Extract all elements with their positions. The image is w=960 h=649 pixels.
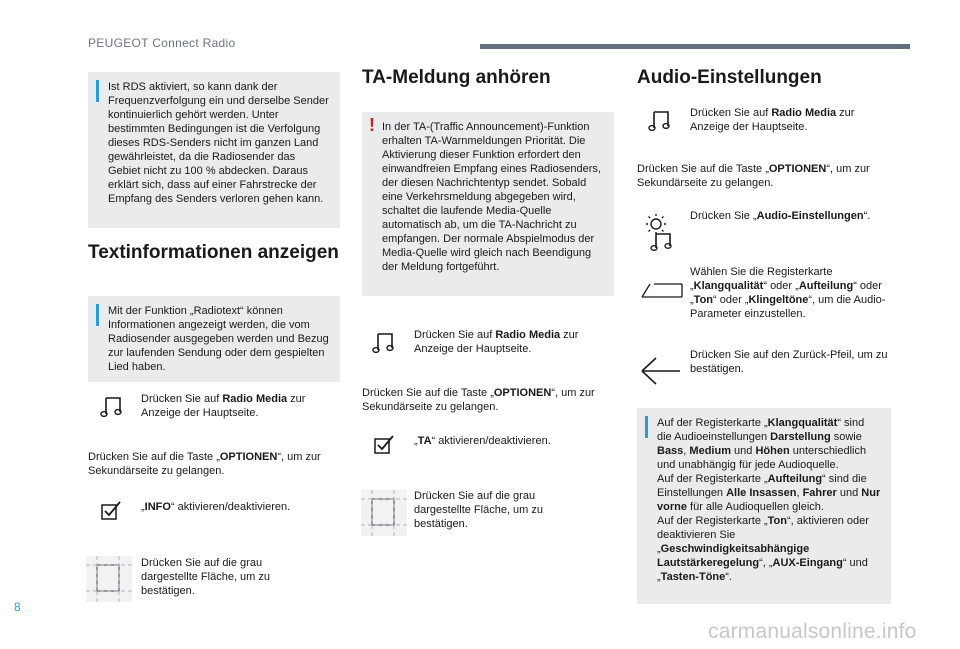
info-marker-icon — [96, 304, 99, 326]
middle-grey-confirm: Drücken Sie auf die grau dargestellte Fläche, um zu bestätigen. — [414, 490, 544, 530]
left-options-text: Drücken Sie auf die Taste „OPTIONEN“, um zur Sekundärseite zu gelangen. — [88, 451, 321, 477]
checkbox-icon — [374, 434, 396, 454]
right-audio-settings-step: Drücken Sie „Audio-Einstellungen“. — [690, 210, 871, 222]
back-arrow-icon — [640, 356, 682, 386]
middle-step-radio-media: Drücken Sie auf Radio Media zur Anzeige der Hauptseite. — [414, 329, 579, 355]
rds-note — [88, 72, 340, 228]
middle-ta-toggle: „TA“ aktivieren/deaktivieren. — [414, 435, 551, 447]
note-paragraph-3: Auf der Registerkarte „Ton“, aktivieren oder deaktivieren Sie „Geschwindigkeitsabhängige Lautstärkeregelung“, „AUX-Eingang“ und „Tasten-Töne“. — [657, 515, 869, 583]
radiotext-note — [88, 296, 340, 382]
left-info-toggle: „INFO“ aktivieren/deaktivieren. — [141, 501, 291, 513]
audio-settings-note — [637, 408, 891, 604]
info-marker-icon — [96, 80, 99, 102]
grey-area-icon — [86, 556, 132, 602]
heading-ta-meldung: TA-Meldung anhören — [362, 67, 551, 88]
ta-note — [362, 112, 614, 296]
right-options-text: Drücken Sie auf die Taste „OPTIONEN“, um zur Sekundärseite zu gelangen. — [637, 163, 870, 189]
note-paragraph-2: Auf der Registerkarte „Aufteilung“ sind die Einstellungen Alle Insassen, Fahrer und Nur vorne für alle Audioquellen gleich. — [657, 473, 881, 513]
checkbox-icon — [101, 500, 123, 520]
ta-note-text: In der TA-(Traffic Announcement)-Funktion erhalten TA-Warnmeldungen Priorität. Die Aktivierung dieser Funktion erfordert den einwandfreien Empfang eines Radiosenders, der diesen Nachrichtentyp sendet. Sobald eine Verkehrsmeldung abgegeben wird, schaltet die laufende Media-Quelle automatisch ab, um die TA-Nachricht zu empfangen. Der normale Abspielmodus der Media-Quelle wird gleich nach Beendigung der Meldung fortgeführt. — [382, 121, 601, 273]
music-note-icon — [372, 332, 396, 354]
watermark: carmanualsonline.info — [708, 620, 917, 643]
music-note-icon — [100, 396, 124, 418]
note-paragraph-1: Auf der Registerkarte „Klangqualität“ sind die Audioeinstellungen Darstellung sowie Bass, Medium und Höhen unterschiedlich und unabhängig für jede Audioquelle. — [657, 417, 867, 471]
middle-options-text: Drücken Sie auf die Taste „OPTIONEN“, um zur Sekundärseite zu gelangen. — [362, 387, 595, 413]
audio-settings-icon — [644, 212, 674, 252]
left-step-radio-media: Drücken Sie auf Radio Media zur Anzeige der Hauptseite. — [141, 393, 306, 419]
info-marker-icon — [645, 416, 648, 438]
warning-exclamation-icon: ! — [369, 115, 375, 135]
page-number: 8 — [14, 600, 21, 614]
radiotext-note-text: Mit der Funktion „Radiotext“ können Informationen angezeigt werden, die vom Radiosender ausgegeben werden und Bezug zur laufenden Sendung oder dem gespielten Lied haben. — [108, 305, 329, 373]
heading-textinformationen: Textinformationen anzeigen — [88, 242, 339, 263]
rds-note-text: Ist RDS aktiviert, so kann dank der Frequenzverfolgung ein und derselbe Sender kontinuierlich gehört werden. Unter bestimmten Bedingungen ist die Verfolgung dieses RDS-Senders nicht im ganzen Land gewährleistet, da die Radiosender das Gebiet nicht zu 100 % abdecken. Daraus erklärt sich, dass auf einer Fahrstrecke der Empfang des Senders verloren gehen kann. — [108, 81, 329, 205]
right-back-step: Drücken Sie auf den Zurück-Pfeil, um zu bestätigen. — [690, 349, 888, 375]
left-grey-confirm: Drücken Sie auf die grau dargestellte Fläche, um zu bestätigen. — [141, 557, 271, 597]
right-step-radio-media: Drücken Sie auf Radio Media zur Anzeige der Hauptseite. — [690, 107, 855, 133]
grey-area-icon — [361, 490, 407, 536]
music-note-icon — [648, 110, 672, 132]
header-bar — [480, 44, 910, 49]
tab-selector-icon — [640, 280, 684, 300]
heading-audio-einstellungen: Audio-Einstellungen — [637, 67, 822, 88]
right-tabs-step: Wählen Sie die Registerkarte „Klangqualität“ oder „Aufteilung“ oder „Ton“ oder „Klingeltöne“, um die Audio-Parameter einzustellen. — [690, 266, 886, 320]
page-header-title: PEUGEOT Connect Radio — [88, 36, 236, 50]
